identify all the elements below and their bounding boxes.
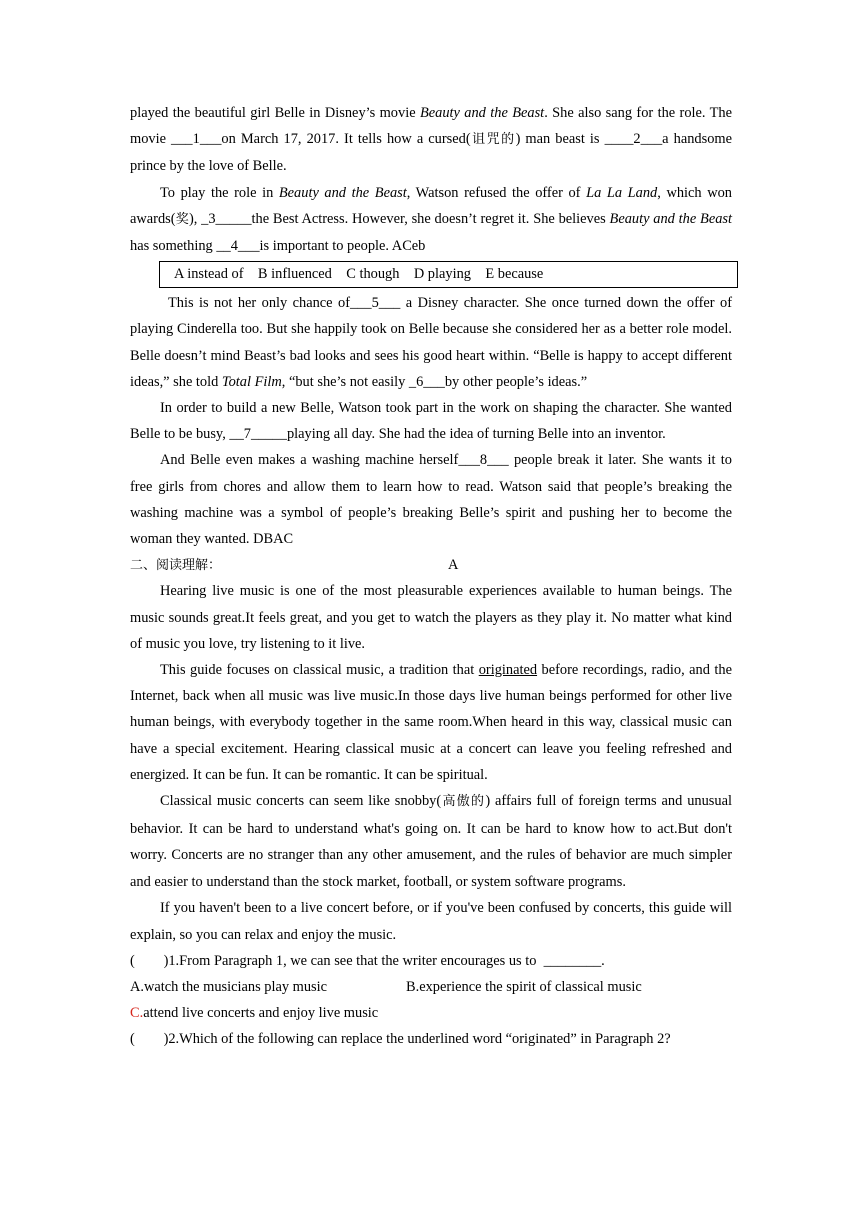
chinese-gloss: 奖 bbox=[175, 211, 189, 227]
option-a: A.watch the musicians play music bbox=[130, 979, 328, 996]
passage-letter: A bbox=[448, 557, 459, 574]
reading-paragraph-2: This guide focuses on classical music, a tradition that originated before recordings, radio, and the Internet, back when all music was live music.In those days live human beings performed for other live human beings, with everybody together in the same room.When heard in this way, classical music can have a special excitement. Hearing classical music at a concert can leave you feeling refreshed and energized. It can be fun. It can be romantic. It can be spiritual. bbox=[130, 662, 732, 783]
section-title: 二、阅读理解： bbox=[130, 558, 222, 574]
movie-title: La La Land bbox=[586, 184, 658, 201]
chinese-gloss: 高傲的 bbox=[441, 794, 486, 810]
document-body bbox=[130, 100, 732, 1053]
question-1-options-ab bbox=[130, 974, 732, 1000]
cloze-paragraph-3: This is not her only chance of___5___ a Disney character. She once turned down the offer of playing Cinderella too. But she happily took on Belle because she considered her as a better role model. Belle doesn’t mind Beast’s bad looks and sees his good heart within. “Belle is happy to accept different ideas,” she told Total Film, “but she’s not easily _6___by other people’s ideas.” bbox=[130, 295, 732, 390]
option-c-letter: C. bbox=[130, 1005, 144, 1022]
reading-paragraph-4: If you haven't been to a live concert before, or if you've been confused by concerts, this guide will explain, so you can relax and enjoy the music. bbox=[130, 900, 732, 943]
section-heading bbox=[130, 552, 732, 578]
chinese-gloss: 诅咒的 bbox=[470, 132, 516, 148]
cloze-paragraph-5: And Belle even makes a washing machine herself___8___ people break it later. She wants it to free girls from chores and allow them to learn how to read. Watson said that people’s breaking the washing machine was a symbol of people’s breaking Belle’s spirit and pushing her to become the woman they wanted. DBAC bbox=[130, 452, 732, 548]
reading-paragraph-1: Hearing live music is one of the most pleasurable experiences available to human beings. The music sounds great.It feels great, and you get to watch the players as they play it. No matter what kind of music you love, try listening to it live. bbox=[130, 583, 732, 652]
option-c: C.attend live concerts and enjoy live music bbox=[130, 1005, 379, 1022]
movie-title: Beauty and the Beast bbox=[419, 105, 545, 121]
reading-paragraph-3: Classical music concerts can seem like snobby(高傲的) affairs full of foreign terms and unusual behavior. It can be hard to understand what's going on. It can be hard to know how to act.But don't worry. Concerts are no stranger than any other amusement, and the rules of behavior are much simpler and easier to understand than the stock market, football, or system software programs. bbox=[130, 793, 732, 890]
magazine-title: Total Film bbox=[221, 373, 282, 390]
word-options-box: A instead of B influenced C though D playing E because bbox=[159, 261, 738, 288]
cloze-paragraph-2: To play the role in Beauty and the Beast, Watson refused the offer of La La Land, which won awards(奖), _3_____the Best Actress. However, she doesn’t regret it. She believes Beauty and the Beast has something __4___is important to people. ACeb bbox=[130, 184, 733, 255]
movie-title: Beauty and the Beast bbox=[609, 210, 733, 227]
movie-title: Beauty and the Beast bbox=[278, 184, 407, 201]
question-2: ( )2.Which of the following can replace the underlined word “originated” in Paragraph 2? bbox=[130, 1031, 671, 1048]
cloze-paragraph-4: In order to build a new Belle, Watson took part in the work on shaping the character. She wanted Belle to be busy, __7_____playing all day. She had the idea of turning Belle into an inventor. bbox=[130, 400, 732, 443]
option-b: B.experience the spirit of classical music bbox=[406, 979, 642, 996]
question-1: ( )1.From Paragraph 1, we can see that the writer encourages us to ________. bbox=[130, 952, 605, 969]
underlined-word: originated bbox=[478, 662, 538, 679]
cloze-paragraph-1: played the beautiful girl Belle in Disney’s movie Beauty and the Beast. She also sang for the role. The movie ___1___on March 17, 2017. It tells how a cursed(诅咒的) man beast is ____2___a handsome prince by the love of Belle. bbox=[130, 105, 732, 175]
